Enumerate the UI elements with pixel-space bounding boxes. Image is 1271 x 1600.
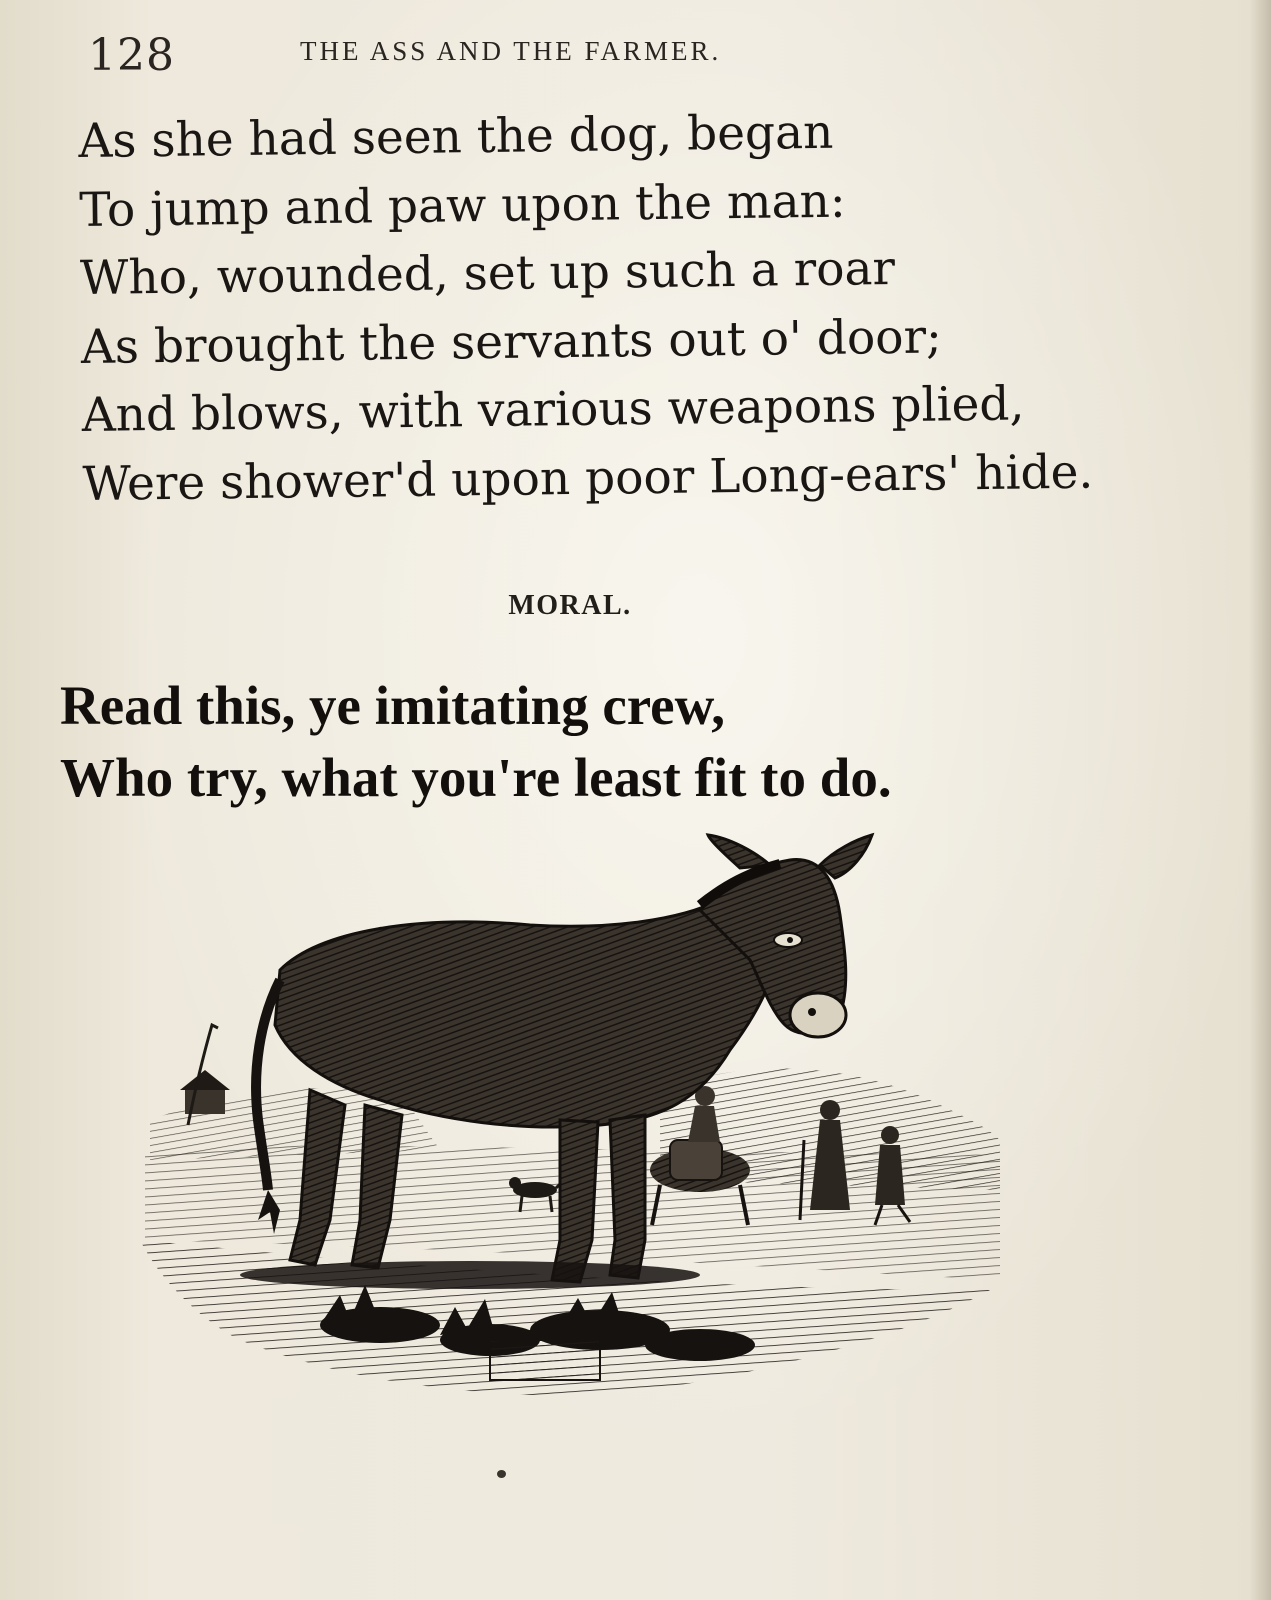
- verse-line: Who, wounded, set up such a roar: [79, 241, 896, 306]
- page-number: 128: [88, 30, 175, 81]
- verse-stanza: [78, 96, 1094, 519]
- paper-speck: [497, 1470, 506, 1478]
- moral-line: Read this, ye imitating crew,: [60, 675, 726, 736]
- verse-line: Were shower'd upon poor Long-ears' hide.: [82, 444, 1094, 512]
- moral-couplet: [60, 670, 892, 814]
- verse-line: And blows, with various weapons plied,: [81, 376, 1025, 443]
- running-title: THE ASS AND THE FARMER.: [300, 36, 722, 66]
- moral-heading: MORAL.: [508, 590, 632, 621]
- verse-line: As brought the servants out o' door;: [80, 308, 943, 375]
- page-edge-shadow: [1249, 0, 1271, 1600]
- moral-line: Who try, what you're least fit to do.: [60, 747, 892, 808]
- verse-line: As she had seen the dog, began: [78, 104, 834, 169]
- farmhouse: [180, 1070, 230, 1114]
- running-head: [88, 28, 988, 88]
- verse-line: To jump and paw upon the man:: [78, 173, 846, 238]
- donkey-woodcut-illustration: [140, 820, 1020, 1420]
